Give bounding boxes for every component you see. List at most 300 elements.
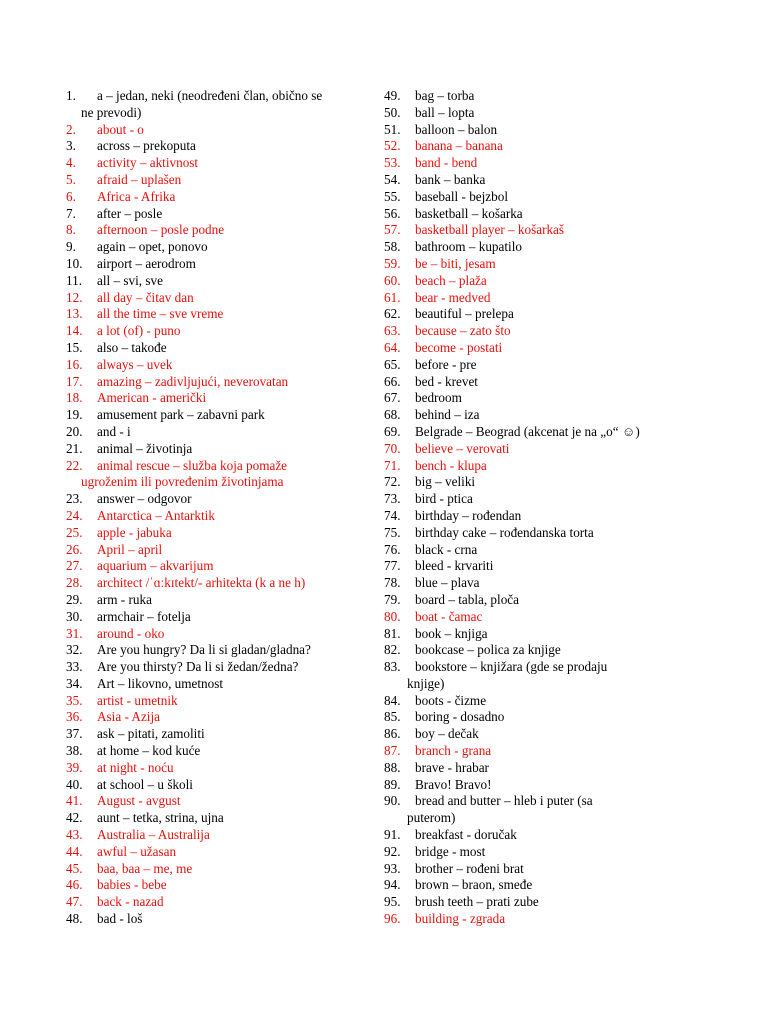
entry-term: beach – plaža (415, 272, 487, 288)
entry-text (97, 122, 366, 139)
vocab-entry (384, 877, 684, 894)
entry-number: 51. (384, 121, 401, 137)
entry-text (97, 793, 366, 810)
entry-term: brave - hrabar (415, 759, 489, 775)
entry-text (415, 306, 684, 323)
entry-number: 12. (66, 289, 83, 305)
entry-text (97, 659, 366, 676)
vocab-entry (66, 290, 366, 307)
entry-term: August - avgust (97, 793, 181, 809)
entry-number: 43. (66, 827, 83, 843)
entry-text (415, 693, 684, 710)
entry-number: 70. (384, 440, 401, 456)
entry-number: 37. (66, 726, 83, 742)
vocab-entry (384, 542, 684, 559)
vocab-entry (66, 827, 366, 844)
vocab-entry (66, 206, 366, 223)
entry-term: afternoon – posle podne (97, 222, 225, 238)
entry-text (97, 239, 366, 256)
entry-term: back - nazad (97, 894, 164, 910)
entry-text (415, 239, 684, 256)
entry-term: bedroom (415, 390, 462, 406)
vocab-entry (384, 239, 684, 256)
entry-number: 19. (66, 407, 83, 423)
entry-text (81, 88, 366, 122)
vocab-entry (384, 458, 684, 475)
vocab-entry (384, 374, 684, 391)
entry-number: 57. (384, 222, 401, 238)
vocab-entry (66, 407, 366, 424)
entry-term: bench - klupa (415, 457, 487, 473)
entry-text (415, 491, 684, 508)
entry-number: 62. (384, 306, 401, 322)
entry-term: amazing – zadivljujući, neverovatan (97, 373, 289, 389)
vocab-entry (384, 172, 684, 189)
vocab-entry (66, 877, 366, 894)
entry-term: brush teeth – prati zube (415, 894, 539, 910)
entry-number: 45. (66, 860, 83, 876)
entry-number: 25. (66, 524, 83, 540)
entry-text (415, 542, 684, 559)
entry-term: be – biti, jesam (415, 255, 496, 271)
entry-text (97, 542, 366, 559)
entry-number: 73. (384, 491, 401, 507)
entry-number: 28. (66, 575, 83, 591)
entry-text (81, 457, 366, 492)
entry-term: basketball player – košarkaš (415, 222, 565, 238)
entry-text (415, 777, 684, 794)
entry-text (415, 844, 684, 861)
vocab-entry (66, 659, 366, 676)
entry-text (97, 777, 366, 794)
vocab-entry (384, 642, 684, 659)
entry-number: 34. (66, 675, 83, 691)
entry-term: behind – iza (415, 407, 480, 423)
entry-text (415, 525, 684, 542)
entry-term: birthday – rođendan (415, 507, 522, 523)
entry-number: 18. (66, 390, 83, 406)
entry-term: board – tabla, ploča (415, 591, 519, 607)
vocab-entry (66, 155, 366, 172)
vocab-entry (66, 424, 366, 441)
entry-number: 66. (384, 373, 401, 389)
entry-continuation: puterom) (407, 810, 456, 826)
entry-number: 30. (66, 608, 83, 624)
entry-number: 7. (66, 205, 76, 221)
entry-term: become - postati (415, 339, 503, 355)
entry-text (97, 306, 366, 323)
entry-number: 11. (66, 272, 82, 288)
entry-number: 48. (66, 911, 83, 927)
entry-term: believe – verovati (415, 440, 510, 456)
entry-text (415, 340, 684, 357)
entry-term: arm - ruka (97, 591, 152, 607)
vocab-entry (66, 508, 366, 525)
vocab-entry (66, 810, 366, 827)
entry-continuation: ugroženim ili povređenim životinjama (81, 474, 284, 490)
entry-term: black - crna (415, 541, 478, 557)
vocabulary-column-right (384, 88, 684, 928)
entry-term: band - bend (415, 155, 478, 171)
entry-number: 81. (384, 625, 401, 641)
vocab-entry (66, 172, 366, 189)
entry-term: baa, baa – me, me (97, 860, 193, 876)
vocab-entry (66, 222, 366, 239)
entry-number: 77. (384, 558, 401, 574)
entry-term: around - oko (97, 625, 165, 641)
entry-term: at night - noću (97, 759, 174, 775)
entry-number: 1. (66, 88, 76, 103)
entry-text (97, 290, 366, 307)
entry-text (415, 592, 684, 609)
vocab-entry (66, 239, 366, 256)
vocab-entry (384, 273, 684, 290)
entry-text (97, 827, 366, 844)
vocab-entry (384, 256, 684, 273)
vocab-entry (66, 861, 366, 878)
entry-text (97, 861, 366, 878)
entry-term: bookcase – polica za knjige (415, 642, 561, 658)
entry-term: afraid – uplašen (97, 171, 182, 187)
entry-text (415, 138, 684, 155)
vocab-entry (66, 122, 366, 139)
vocab-entry (384, 609, 684, 626)
entry-term: birthday cake – rođendanska torta (415, 524, 594, 540)
entry-number: 95. (384, 894, 401, 910)
entry-term: answer – odgovor (97, 491, 192, 507)
entry-text (415, 105, 684, 122)
entry-number: 16. (66, 356, 83, 372)
vocab-entry (384, 390, 684, 407)
entry-term: armchair – fotelja (97, 608, 191, 624)
vocab-entry (384, 88, 684, 105)
entry-number: 69. (384, 423, 401, 439)
vocab-entry (384, 894, 684, 911)
entry-term: Art – likovno, umetnost (97, 675, 224, 691)
entry-number: 24. (66, 507, 83, 523)
entry-term: bag – torba (415, 88, 475, 103)
entry-term: building - zgrada (415, 911, 506, 927)
entry-number: 74. (384, 507, 401, 523)
entry-text (97, 374, 366, 391)
entry-text (415, 323, 684, 340)
entry-text (97, 676, 366, 693)
vocab-entry (384, 659, 684, 693)
entry-term: about - o (97, 121, 144, 137)
vocab-entry (66, 323, 366, 340)
entry-number: 41. (66, 793, 83, 809)
entry-term: ask – pitati, zamoliti (97, 726, 205, 742)
entry-number: 52. (384, 138, 401, 154)
vocab-entry (384, 357, 684, 374)
entry-text (97, 844, 366, 861)
entry-text (97, 172, 366, 189)
entry-term: Belgrade – Beograd (akcenat je na „o“ ☺) (415, 423, 640, 439)
entry-text (415, 424, 684, 441)
entry-text (415, 642, 684, 659)
entry-term: apple - jabuka (97, 524, 172, 540)
vocab-entry (66, 626, 366, 643)
vocab-entry (66, 390, 366, 407)
entry-text (97, 810, 366, 827)
entry-term: Are you hungry? Da li si gladan/gladna? (97, 642, 311, 658)
vocab-entry (66, 441, 366, 458)
entry-number: 94. (384, 877, 401, 893)
vocab-entry (66, 760, 366, 777)
entry-text (415, 189, 684, 206)
entry-number: 82. (384, 642, 401, 658)
entry-number: 23. (66, 491, 83, 507)
entry-term: airport – aerodrom (97, 255, 196, 271)
vocab-entry (66, 777, 366, 794)
entry-term: boy – dečak (415, 726, 479, 742)
entry-number: 38. (66, 743, 83, 759)
entry-term: at school – u školi (97, 776, 193, 792)
vocab-entry (384, 474, 684, 491)
entry-text (97, 726, 366, 743)
vocab-entry (66, 693, 366, 710)
entry-term: basketball – košarka (415, 205, 523, 221)
entry-text (415, 609, 684, 626)
entry-text (97, 743, 366, 760)
entry-term: Are you thirsty? Da li si žedan/žedna? (97, 659, 299, 675)
vocab-entry (66, 609, 366, 626)
vocab-entry (384, 508, 684, 525)
vocab-entry (384, 525, 684, 542)
entry-number: 42. (66, 810, 83, 826)
entry-number: 60. (384, 272, 401, 288)
entry-term: branch - grana (415, 743, 492, 759)
entry-text (415, 458, 684, 475)
vocab-entry (384, 340, 684, 357)
entry-number: 71. (384, 457, 401, 473)
entry-number: 79. (384, 591, 401, 607)
entry-number: 83. (384, 659, 401, 675)
entry-number: 31. (66, 625, 83, 641)
entry-number: 13. (66, 306, 83, 322)
vocab-entry (384, 743, 684, 760)
entry-number: 87. (384, 743, 401, 759)
entry-text (97, 407, 366, 424)
entry-number: 92. (384, 843, 401, 859)
entry-number: 91. (384, 827, 401, 843)
entry-term: aquarium – akvarijum (97, 558, 214, 574)
vocab-entry (384, 206, 684, 223)
entry-text (407, 793, 684, 827)
entry-number: 6. (66, 188, 76, 204)
entry-number: 4. (66, 155, 76, 171)
entry-term: brother – rođeni brat (415, 860, 524, 876)
entry-term: banana – banana (415, 138, 503, 154)
vocab-entry (66, 458, 366, 492)
entry-number: 20. (66, 423, 83, 439)
entry-number: 32. (66, 642, 83, 658)
entry-text (415, 256, 684, 273)
entry-text (97, 693, 366, 710)
entry-text (415, 407, 684, 424)
entry-number: 72. (384, 474, 401, 490)
vocab-entry (66, 88, 366, 122)
vocab-entry (384, 575, 684, 592)
entry-text (97, 894, 366, 911)
entry-text (407, 659, 684, 693)
entry-term: babies - bebe (97, 877, 167, 893)
entry-term: book – knjiga (415, 625, 488, 641)
entry-term: brown – braon, smeđe (415, 877, 533, 893)
vocab-entry (384, 138, 684, 155)
vocab-entry (66, 558, 366, 575)
vocab-entry (66, 273, 366, 290)
entry-text (97, 508, 366, 525)
entry-number: 8. (66, 222, 76, 238)
entry-number: 64. (384, 339, 401, 355)
entry-text (415, 709, 684, 726)
entry-term: balloon – balon (415, 121, 498, 137)
entry-number: 40. (66, 776, 83, 792)
entry-number: 54. (384, 171, 401, 187)
entry-number: 53. (384, 155, 401, 171)
entry-number: 59. (384, 255, 401, 271)
entry-term: big – veliki (415, 474, 476, 490)
entry-number: 33. (66, 659, 83, 675)
entry-text (97, 340, 366, 357)
entry-text (415, 122, 684, 139)
vocab-entry (384, 861, 684, 878)
entry-text (97, 273, 366, 290)
entry-number: 75. (384, 524, 401, 540)
entry-number: 15. (66, 339, 83, 355)
entry-number: 14. (66, 323, 83, 339)
vocab-entry (66, 491, 366, 508)
entry-text (97, 642, 366, 659)
entry-term: American - američki (97, 390, 207, 406)
vocab-entry (66, 743, 366, 760)
vocab-entry (66, 525, 366, 542)
vocab-entry (384, 592, 684, 609)
vocab-entry (384, 407, 684, 424)
vocab-entry (66, 357, 366, 374)
entry-term: again – opet, ponovo (97, 239, 208, 255)
entry-term: baseball - bejzbol (415, 188, 509, 204)
vocab-entry (66, 542, 366, 559)
vocab-entry (66, 676, 366, 693)
entry-term: always – uvek (97, 356, 173, 372)
entry-number: 88. (384, 759, 401, 775)
entry-text (415, 88, 684, 105)
entry-term: beautiful – prelepa (415, 306, 514, 322)
entry-term: before - pre (415, 356, 477, 372)
entry-term: bookstore – knjižara (gde se prodaju (415, 659, 608, 675)
vocab-entry (384, 911, 684, 928)
vocab-entry (384, 155, 684, 172)
entry-number: 39. (66, 759, 83, 775)
entry-number: 78. (384, 575, 401, 591)
entry-term: breakfast - doručak (415, 827, 517, 843)
entry-number: 50. (384, 104, 401, 120)
vocab-entry (384, 844, 684, 861)
vocab-entry (384, 626, 684, 643)
entry-text (415, 575, 684, 592)
entry-text (415, 911, 684, 928)
vocab-entry (384, 306, 684, 323)
entry-number: 93. (384, 860, 401, 876)
entry-number: 65. (384, 356, 401, 372)
entry-term: across – prekoputa (97, 138, 196, 154)
entry-term: boat - čamac (415, 608, 483, 624)
vocab-entry (384, 189, 684, 206)
entry-number: 2. (66, 121, 76, 137)
entry-number: 84. (384, 692, 401, 708)
entry-text (415, 894, 684, 911)
entry-term: artist - umetnik (97, 692, 178, 708)
entry-term: amusement park – zabavni park (97, 407, 265, 423)
entry-text (415, 877, 684, 894)
entry-number: 76. (384, 541, 401, 557)
entry-number: 89. (384, 776, 401, 792)
entry-text (415, 558, 684, 575)
entry-text (97, 155, 366, 172)
entry-term: bread and butter – hleb i puter (sa (415, 793, 593, 809)
entry-text (97, 877, 366, 894)
entry-number: 61. (384, 289, 401, 305)
vocab-entry (66, 642, 366, 659)
entry-term: bridge - most (415, 843, 486, 859)
entry-term: after – posle (97, 205, 163, 221)
entry-term: because – zato što (415, 323, 511, 339)
entry-text (415, 206, 684, 223)
vocab-entry (384, 693, 684, 710)
entry-text (415, 760, 684, 777)
vocab-entry (384, 323, 684, 340)
entry-text (415, 273, 684, 290)
entry-text (97, 525, 366, 542)
vocab-entry (384, 441, 684, 458)
entry-text (97, 138, 366, 155)
entry-term: boring - dosadno (415, 709, 505, 725)
vocab-entry (66, 256, 366, 273)
entry-text (415, 861, 684, 878)
entry-text (415, 508, 684, 525)
entry-text (97, 441, 366, 458)
entry-number: 85. (384, 709, 401, 725)
entry-number: 49. (384, 88, 401, 103)
vocab-entry (66, 709, 366, 726)
entry-term: bad - loš (97, 911, 143, 927)
entry-text (97, 491, 366, 508)
vocab-entry (384, 726, 684, 743)
entry-text (415, 172, 684, 189)
entry-text (97, 323, 366, 340)
entry-text (415, 726, 684, 743)
vocab-entry (384, 491, 684, 508)
vocab-entry (384, 793, 684, 827)
entry-number: 29. (66, 591, 83, 607)
entry-term: Africa - Afrika (97, 188, 176, 204)
entry-number: 10. (66, 255, 83, 271)
entry-term: awful – užasan (97, 843, 177, 859)
vocab-entry (384, 558, 684, 575)
vocab-entry (66, 592, 366, 609)
vocab-entry (384, 709, 684, 726)
entry-term: animal rescue – služba koja pomaže (97, 457, 288, 473)
entry-term: Asia - Azija (97, 709, 160, 725)
entry-text (415, 374, 684, 391)
vocab-entry (384, 122, 684, 139)
entry-text (97, 222, 366, 239)
entry-number: 86. (384, 726, 401, 742)
vocab-entry (384, 290, 684, 307)
entry-text (415, 390, 684, 407)
